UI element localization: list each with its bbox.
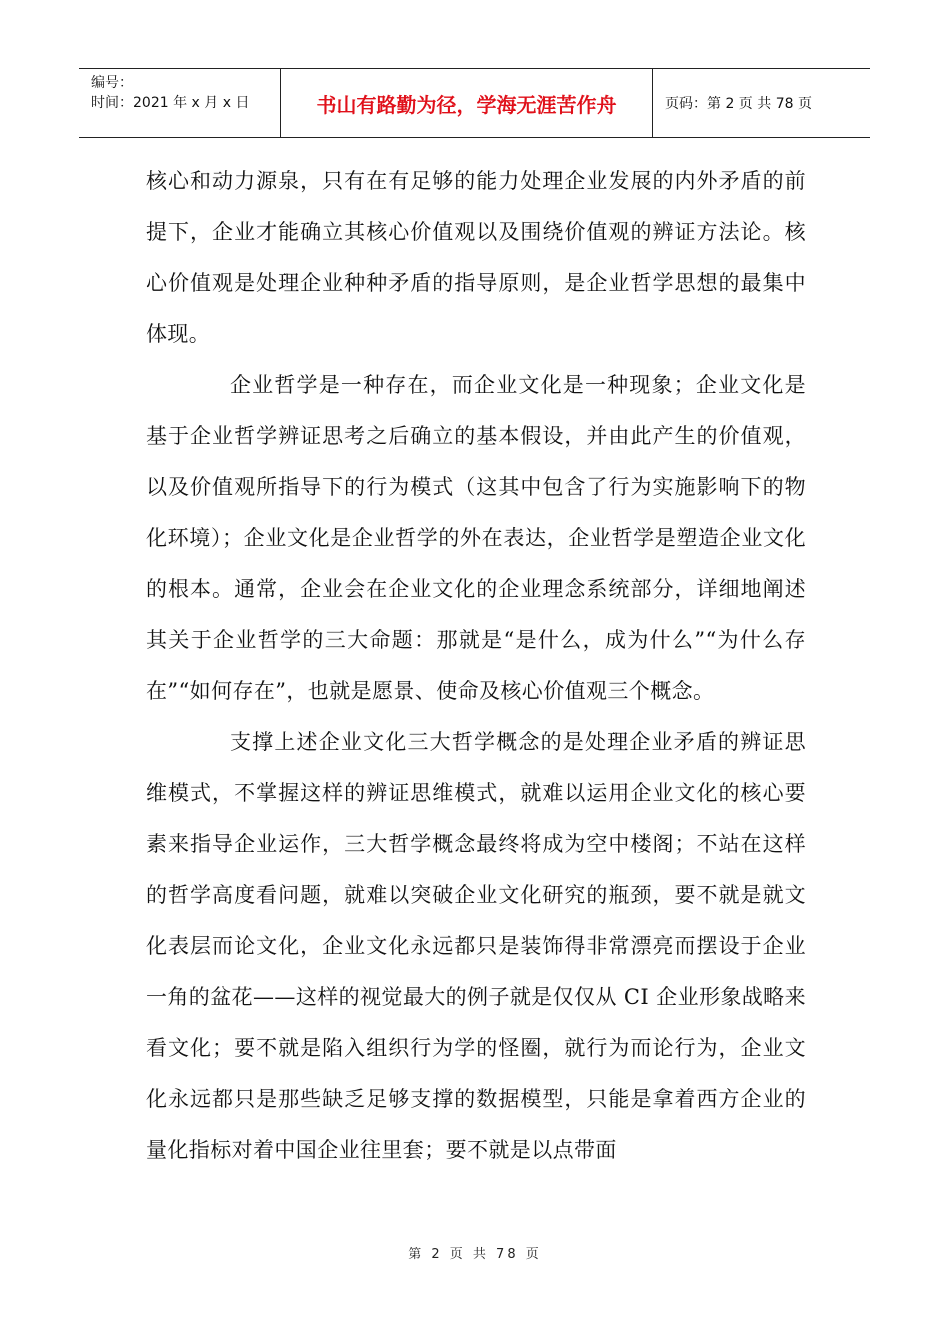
header-page-info: 页码：第 2 页 共 78 页 bbox=[665, 96, 812, 112]
page-header bbox=[79, 68, 870, 138]
header-motto: 书山有路勤为径，学海无涯苦作舟 bbox=[281, 69, 653, 137]
document-body bbox=[146, 156, 806, 1176]
time-label: 时间：2021 年 x 月 x 日 bbox=[91, 95, 250, 111]
page-footer: 第 2 页 共 78 页 bbox=[408, 1247, 542, 1262]
number-label: 编号： bbox=[91, 75, 133, 91]
paragraph-1: 核心和动力源泉，只有在有足够的能力处理企业发展的内外矛盾的前提下，企业才能确立其核心价值观以及围绕价值观的辨证方法论。核心价值观是处理企业种种矛盾的指导原则，是企业哲学思想的最集中体现。 bbox=[146, 169, 806, 346]
header-meta-cell bbox=[79, 69, 281, 137]
paragraph-3: 支撑上述企业文化三大哲学概念的是处理企业矛盾的辨证思维模式，不掌握这样的辨证思维模式，就难以运用企业文化的核心要素来指导企业运作，三大哲学概念最终将成为空中楼阁；不站在这样的哲学高度看问题，就难以突破企业文化研究的瓶颈，要不就是就文化表层而论文化，企业文化永远都只是装饰得非常漂亮而摆设于企业一角的盆花——这样的视觉最大的例子就是仅仅从 CI 企业形象战略来看文化；要不就是陷入组织行为学的怪圈，就行为而论行为，企业文化永远都只是那些缺乏足够支撑的数据模型，只能是拿着西方企业的量化指标对着中国企业往里套；要不就是以点带面 bbox=[146, 730, 806, 1162]
paragraph-2: 企业哲学是一种存在，而企业文化是一种现象；企业文化是基于企业哲学辨证思考之后确立的基本假设，并由此产生的价值观，以及价值观所指导下的行为模式（这其中包含了行为实施影响下的物化环境）；企业文化是企业哲学的外在表达，企业哲学是塑造企业文化的根本。通常，企业会在企业文化的企业理念系统部分，详细地阐述其关于企业哲学的三大命题：那就是“是什么，成为什么”“为什么存在”“如何存在”，也就是愿景、使命及核心价值观三个概念。 bbox=[146, 373, 806, 703]
